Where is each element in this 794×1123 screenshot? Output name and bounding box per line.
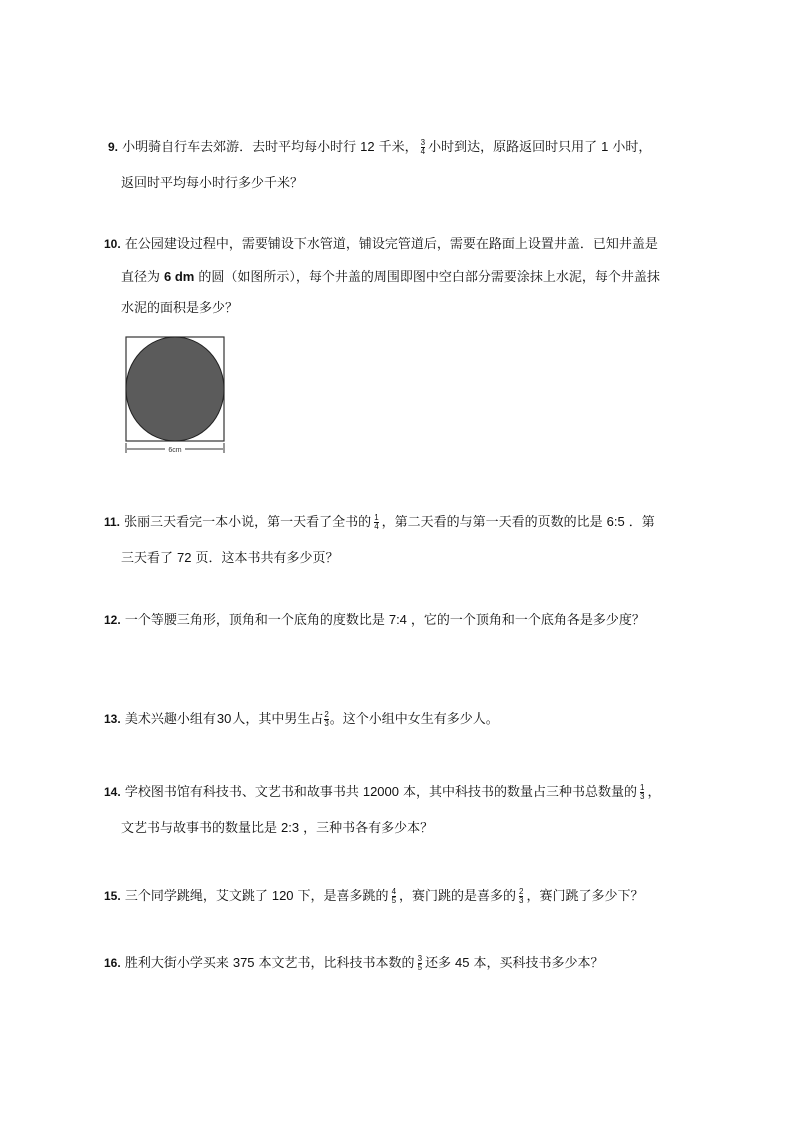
fraction-denominator: 5 (417, 963, 423, 972)
question-text: 人，其中男生占 (232, 712, 324, 727)
number-value: 72 (177, 550, 192, 565)
question-11-line-2 (121, 548, 339, 569)
question-text: 张丽三天看完一本小说，第一天看了全书的 (124, 515, 372, 530)
question-16-line-1 (104, 953, 604, 974)
question-10-line-1 (104, 234, 658, 255)
question-text: 下，是喜多跳的 (297, 889, 389, 904)
fraction-numerator: 2 (324, 710, 329, 719)
question-11-line-1 (104, 512, 655, 533)
question-number: 15. (104, 889, 121, 903)
fraction-numerator: 3 (417, 954, 423, 963)
question-text: 一个等腰三角形，顶角和一个底角的度数比是 (124, 613, 385, 628)
fraction (519, 888, 523, 905)
question-text: 胜利大街小学买来 (124, 956, 229, 971)
question-text: 的圆（如图所示），每个井盖的周围即图中空白部分需要涂抹上水泥，每个井盖抹 (198, 270, 660, 285)
question-text: 在公园建设过程中，需要铺设下水管道，铺设完管道后，需要在路面上设置井盖．已知井盖是 (124, 237, 658, 252)
question-text: 本，买科技书多少本？ (473, 956, 604, 971)
question-text: 小时， (612, 140, 652, 155)
question-9-line-2: 返回时平均每小时行多少千米？ (121, 176, 304, 191)
question-text: ，它的一个顶角和一个底角各是多少度？ (410, 613, 645, 628)
fraction (324, 711, 328, 728)
fraction-denominator: 4 (374, 522, 379, 531)
number-value: 2:3 (281, 820, 300, 835)
question-text: 小明骑自行车去郊游．去时平均每小时行 (122, 140, 357, 155)
question-text: ，赛门跳的是喜多的 (399, 889, 517, 904)
fraction (418, 955, 422, 972)
dimension-label: 6cm (168, 447, 182, 454)
question-text: 本文艺书，比科技书本数的 (258, 956, 415, 971)
question-text: ，三种书各有多少本？ (303, 821, 434, 836)
question-9-line-1 (108, 137, 651, 158)
question-text: 小时到达，原路返回时只用了 (428, 140, 598, 155)
question-text: ， (647, 785, 661, 800)
number-value: 30 (216, 711, 232, 726)
fraction-denominator: 5 (391, 896, 397, 905)
question-number: 10. (104, 237, 121, 251)
question-number: 16. (104, 956, 121, 970)
question-text: ，第二天看的与第一天看的页数的比是 (381, 515, 603, 530)
circle-shape (126, 337, 224, 441)
question-number: 13. (104, 712, 121, 726)
number-value: 375 (232, 955, 255, 970)
number-value: 6:5 (606, 514, 625, 529)
circle-in-square-diagram (125, 336, 225, 454)
question-text: 三个同学跳绳，艾文跳了 (124, 889, 268, 904)
question-text: 本，其中科技书的数量占三种书总数量的 (403, 785, 638, 800)
fraction-denominator: 3 (519, 896, 524, 905)
manhole-cover-figure (125, 336, 225, 454)
number-value: 120 (271, 888, 294, 903)
fraction-numerator: 4 (391, 887, 397, 896)
question-text: 美术兴趣小组有 (124, 712, 216, 727)
fraction (421, 139, 425, 156)
question-number: 9. (108, 140, 119, 154)
fraction-numerator: 1 (374, 513, 379, 522)
question-text: 。这个小组中女生有多少人。 (329, 712, 499, 727)
fraction (374, 514, 378, 531)
question-number: 11. (104, 515, 121, 529)
question-text: 学校图书馆有科技书、文艺书和故事书共 (124, 785, 359, 800)
question-text: 还多 (425, 956, 452, 971)
number-value: 12 (360, 139, 375, 154)
fraction-denominator: 3 (324, 719, 329, 728)
number-value: 6 dm (164, 269, 195, 284)
number-value: 45 (455, 955, 470, 970)
question-text: 三天看了 (121, 551, 174, 566)
question-text: ．第 (628, 515, 655, 530)
number-value: 1 (601, 139, 609, 154)
question-text: 千米， (378, 140, 418, 155)
fraction-denominator: 4 (420, 147, 426, 156)
question-text: 页．这本书共有多少页？ (195, 551, 339, 566)
fraction (640, 784, 644, 801)
fraction-denominator: 3 (640, 792, 645, 801)
number-value: 7:4 (388, 612, 407, 627)
question-text: ，赛门跳了多少下？ (526, 889, 644, 904)
question-number: 12. (104, 613, 121, 627)
question-text: 直径为 (121, 270, 161, 285)
question-13-line-1 (104, 709, 499, 730)
number-value: 12000 (362, 784, 399, 799)
fraction-numerator: 1 (640, 783, 645, 792)
question-text: 文艺书与故事书的数量比是 (121, 821, 278, 836)
fraction-numerator: 2 (519, 887, 524, 896)
question-12-line-1 (104, 610, 645, 631)
question-14-line-2 (121, 818, 433, 839)
question-14-line-1 (104, 782, 660, 803)
fraction (392, 888, 396, 905)
question-number: 14. (104, 785, 121, 799)
fraction-numerator: 3 (420, 138, 426, 147)
question-15-line-1 (104, 886, 644, 907)
question-10-line-3: 水泥的面积是多少？ (121, 301, 239, 316)
question-10-line-2 (121, 267, 660, 288)
